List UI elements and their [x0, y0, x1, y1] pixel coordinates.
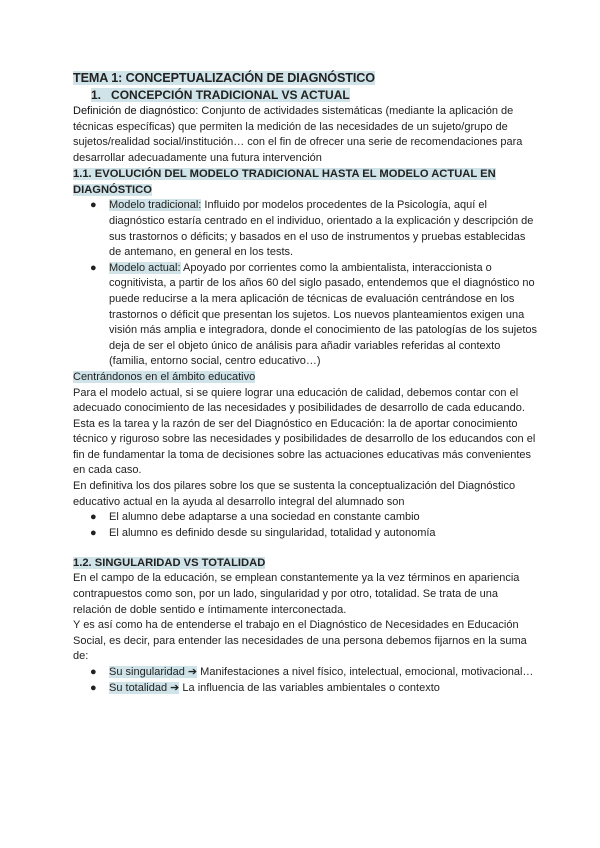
list-item-totality [73, 681, 539, 697]
definition-label: Definición de diagnóstico: [73, 105, 199, 117]
section-1-title: CONCEPCIÓN TRADICIONAL VS ACTUAL [111, 88, 350, 102]
bullet-icon: ● [90, 199, 97, 212]
pillars-list [73, 510, 539, 541]
totality-label: Su totalidad ➔ [109, 681, 180, 694]
traditional-model-label: Modelo tradicional: [109, 199, 202, 212]
bullet-icon: ● [90, 681, 97, 694]
document-page [73, 70, 539, 696]
paragraph: Esta es la tarea y la razón de ser del Diagnóstico en Educación: la de aportar conocimiento técnico y riguroso sobre las necesidades y posibilidades de desarrollo de los educandos con el fin de fundamentar la toma de decisiones sobre las actuaciones educativas más convenientes en cada caso. [73, 417, 536, 477]
pillar-text: El alumno es definido desde su singularidad, totalidad y autonomía [109, 526, 436, 539]
list-item-current-model [73, 261, 539, 370]
spacer [73, 541, 539, 555]
current-model-label: Modelo actual: [109, 261, 181, 274]
list-item-singularity [73, 665, 539, 681]
document-title-text: TEMA 1: CONCEPTUALIZACIÓN DE DIAGNÓSTICO [73, 71, 375, 85]
singularity-totality-list [73, 665, 539, 696]
pillar-text: El alumno debe adaptarse a una sociedad en constante cambio [109, 511, 420, 524]
totality-text: La influencia de las variables ambientales o contexto [179, 681, 440, 694]
section-1-number: 1. [91, 88, 102, 102]
document-title [73, 70, 539, 87]
section-1-2-heading [73, 555, 539, 571]
current-model-text: Apoyado por corrientes como la ambientalista, interaccionista o cognitivista, a partir de los años 60 del siglo pasado, entendemos que el diagnóstico no puede reducirse a la mera aplicación de técnicas de evaluación centrándose en los trastornos o déficit que presentan los sujetos. Los nuevos planteamientos exigen una visión más amplia e integradora, donde el conocimiento de las patologías de los sujetos deja de ser el objeto único de análisis para añadir variables referidas al contexto (familia, entorno social, centro educativo…) [109, 261, 538, 368]
paragraph: En el campo de la educación, se emplean constantemente ya la vez términos en apariencia contrapuestos como son, por un lado, singularidad y por otro, totalidad. Se trata de una relación de doble sentido e íntimamente interconectada. [73, 572, 520, 616]
list-item-pillar [73, 510, 539, 526]
educational-scope-text: Centrándonos en el ámbito educativo [73, 370, 256, 383]
traditional-model-text: Influido por modelos procedentes de la Psicología, aquí el diagnóstico estaría centrado en el individuo, orientado a la explicación y descripción de sus trastornos o déficits; y basados en el uso de instrumentos y pruebas establecidas de antemano, en general en los tests. [109, 199, 534, 259]
section-1-1-heading [73, 166, 539, 198]
section-1-1-title: 1.1. EVOLUCIÓN DEL MODELO TRADICIONAL HASTA EL MODELO ACTUAL EN DIAGNÓSTICO [73, 168, 496, 197]
paragraph: Para el modelo actual, si se quiere lograr una educación de calidad, debemos contar con el adecuado conocimiento de las necesidades y posibilidades de desarrollo de cada educando. [73, 386, 525, 415]
bullet-icon: ● [90, 666, 97, 678]
singularity-text: Manifestaciones a nivel físico, intelectual, emocional, motivacional… [197, 666, 534, 678]
list-item-traditional-model [73, 198, 539, 260]
paragraph: Y es así como ha de entenderse el trabajo en el Diagnóstico de Necesidades en Educación Social, es decir, para entender las necesidades de una persona debemos fijarnos en la suma de: [73, 619, 527, 663]
section-1-heading [73, 87, 539, 104]
paragraph: En definitiva los dos pilares sobre los que se sustenta la conceptualización del Diagnóstico educativo actual en la ayuda al desarrollo integral del alumnado son [73, 480, 516, 508]
educational-scope-subheading [73, 370, 539, 386]
bullet-icon: ● [90, 526, 97, 539]
singularity-label: Su singularidad ➔ [109, 666, 198, 678]
definition-paragraph [73, 104, 539, 166]
section-1-2-title: 1.2. SINGULARIDAD VS TOTALIDAD [73, 557, 266, 570]
models-list [73, 198, 539, 370]
bullet-icon: ● [90, 261, 97, 274]
section-1-heading-highlight [91, 88, 350, 102]
bullet-icon: ● [90, 511, 97, 524]
list-item-pillar [73, 526, 539, 542]
definition-text: Conjunto de actividades sistemáticas (mediante la aplicación de técnicas específicas) que permiten la medición de las necesidades de un sujeto/grupo de sujetos/realidad social/institución… con el fin de ofrecer una serie de recomendaciones para desarrollar adecuadamente una futura intervención [73, 105, 523, 164]
